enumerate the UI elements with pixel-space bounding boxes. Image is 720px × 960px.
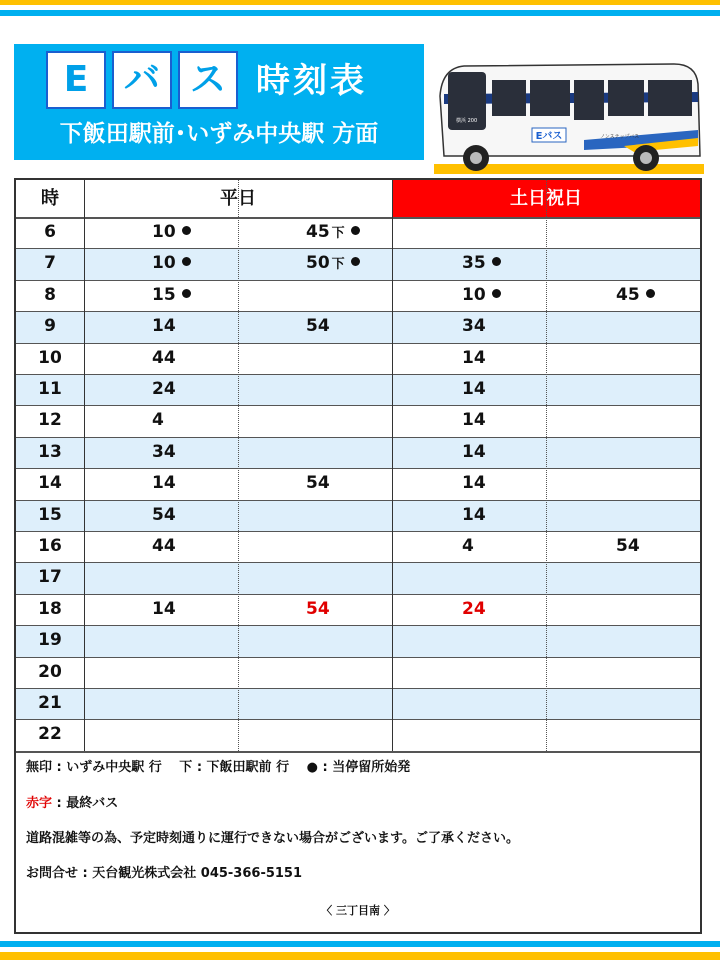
minute-value: 44 bbox=[152, 347, 176, 368]
bus-plate-text: 横浜 200 bbox=[456, 118, 478, 124]
minute-cell bbox=[152, 343, 176, 374]
minute-value: 10 bbox=[152, 222, 176, 242]
grid-line bbox=[392, 180, 393, 751]
brand-logo bbox=[46, 51, 238, 109]
minute-value: 14 bbox=[462, 441, 486, 462]
minute-value: 45 bbox=[616, 284, 640, 305]
hour-cell: 22 bbox=[38, 724, 62, 745]
minute-value: 14 bbox=[462, 379, 486, 399]
grid-line bbox=[16, 719, 700, 720]
header-weekday: 平日 bbox=[220, 188, 256, 209]
grid-line bbox=[16, 468, 700, 469]
hour-cell: 16 bbox=[38, 536, 62, 556]
table-row bbox=[16, 405, 700, 436]
note-contact: お問合せ : 天台観光株式会社 045-366-5151 bbox=[26, 866, 303, 881]
page-title: 時刻表 bbox=[256, 61, 367, 101]
grid-line bbox=[16, 562, 700, 563]
minute-cell bbox=[462, 405, 486, 436]
table-row bbox=[16, 343, 700, 374]
grid-line bbox=[16, 343, 700, 344]
table-row bbox=[16, 531, 700, 562]
grid-line bbox=[16, 500, 700, 501]
grid-line bbox=[16, 405, 700, 406]
route-mark: 下 bbox=[331, 226, 345, 241]
header-hour: 時 bbox=[41, 188, 59, 209]
hour-cell: 15 bbox=[38, 504, 62, 525]
last-bus-text: : 最終バス bbox=[52, 796, 119, 811]
origin-dot-icon bbox=[492, 289, 501, 298]
grid-line bbox=[16, 311, 700, 312]
bottom-stripe-blue bbox=[0, 941, 720, 947]
minute-value: 54 bbox=[306, 316, 330, 337]
minute-value: 10 bbox=[462, 284, 486, 305]
minute-cell bbox=[152, 437, 176, 468]
table-row bbox=[16, 311, 700, 342]
minute-value: 10 bbox=[152, 253, 176, 274]
minute-value: 14 bbox=[462, 347, 486, 368]
minute-value: 50 bbox=[306, 253, 330, 274]
hour-cell: 6 bbox=[44, 222, 56, 242]
hour-cell: 10 bbox=[38, 347, 62, 368]
minute-cell bbox=[616, 531, 640, 562]
bus-image bbox=[434, 54, 704, 176]
table-row bbox=[16, 657, 700, 688]
minute-value: 14 bbox=[462, 410, 486, 431]
minute-value: 4 bbox=[462, 536, 474, 556]
minute-cell bbox=[462, 311, 486, 342]
origin-dot-icon bbox=[182, 289, 191, 298]
minute-cell bbox=[152, 594, 176, 625]
note-disclaimer: 道路混雑等の為、予定時刻通りに運行できない場合がございます。ご了承ください。 bbox=[26, 831, 519, 846]
minute-value: 14 bbox=[152, 473, 176, 494]
hour-cell: 7 bbox=[44, 253, 56, 274]
grid-line bbox=[16, 437, 700, 438]
origin-dot-icon bbox=[351, 226, 360, 235]
hour-cell: 13 bbox=[38, 441, 62, 462]
grid-line bbox=[16, 625, 700, 626]
brand-char-su: ス bbox=[178, 51, 238, 109]
minute-cell bbox=[462, 374, 486, 405]
top-stripe-blue bbox=[0, 10, 720, 16]
header-holiday: 土日祝日 bbox=[392, 180, 700, 217]
timetable bbox=[14, 178, 702, 934]
minute-cell bbox=[462, 468, 486, 499]
minute-value: 54 bbox=[306, 598, 330, 619]
hour-cell: 21 bbox=[38, 693, 62, 713]
minute-cell bbox=[462, 437, 486, 468]
table-row bbox=[16, 217, 700, 248]
minute-cell bbox=[152, 248, 191, 279]
minute-cell bbox=[306, 217, 360, 248]
grid-line bbox=[16, 280, 700, 281]
minute-cell bbox=[462, 594, 486, 625]
minute-cell bbox=[616, 280, 655, 311]
table-row bbox=[16, 562, 700, 593]
table-row bbox=[16, 688, 700, 719]
minute-cell bbox=[462, 500, 486, 531]
origin-dot-icon bbox=[646, 289, 655, 298]
direction-title: 下飯田駅前･いずみ中央駅 方面 bbox=[59, 121, 379, 147]
minute-cell bbox=[152, 500, 176, 531]
minute-cell bbox=[462, 343, 486, 374]
bus-body-text: ノンステップバス bbox=[600, 134, 640, 140]
hour-cell: 18 bbox=[38, 598, 62, 619]
minute-value: 4 bbox=[152, 410, 164, 431]
minute-value: 24 bbox=[152, 379, 176, 399]
origin-dot-icon bbox=[492, 257, 501, 266]
minute-value: 44 bbox=[152, 536, 176, 556]
origin-dot-icon bbox=[182, 257, 191, 266]
minute-value: 15 bbox=[152, 284, 176, 305]
grid-line bbox=[16, 531, 700, 532]
grid-line bbox=[16, 657, 700, 658]
brand-char-e: E bbox=[46, 51, 106, 109]
table-row bbox=[16, 280, 700, 311]
hour-cell: 19 bbox=[38, 630, 62, 651]
minute-cell bbox=[462, 248, 501, 279]
minute-value: 14 bbox=[152, 316, 176, 337]
grid-line bbox=[84, 180, 85, 751]
minute-cell bbox=[152, 280, 191, 311]
minute-value: 54 bbox=[616, 536, 640, 556]
minute-cell bbox=[152, 311, 176, 342]
last-bus-key: 赤字 bbox=[26, 796, 53, 811]
hour-cell: 9 bbox=[44, 316, 56, 337]
minute-value: 14 bbox=[462, 473, 486, 494]
table-row bbox=[16, 500, 700, 531]
note-legend: 無印 : いずみ中央駅 行 下 : 下飯田駅前 行 ● : 当停留所始発 bbox=[26, 760, 411, 775]
minute-cell bbox=[152, 405, 164, 436]
grid-line bbox=[238, 180, 239, 751]
grid-line bbox=[16, 217, 700, 219]
note-last-bus bbox=[26, 795, 118, 813]
minute-cell bbox=[152, 374, 176, 405]
minute-value: 45 bbox=[306, 222, 330, 242]
minute-cell bbox=[306, 468, 330, 499]
brand-char-ba: バ bbox=[112, 51, 172, 109]
route-mark: 下 bbox=[331, 257, 345, 273]
minute-value: 34 bbox=[152, 441, 176, 462]
minute-value: 54 bbox=[306, 473, 330, 494]
minute-cell bbox=[152, 531, 176, 562]
minute-cell bbox=[306, 594, 330, 625]
stop-name: 〈 三丁目南 〉 bbox=[321, 904, 395, 917]
minute-value: 14 bbox=[152, 598, 176, 619]
hour-cell: 20 bbox=[38, 661, 62, 682]
minute-cell bbox=[462, 531, 474, 562]
table-row bbox=[16, 437, 700, 468]
bottom-stripe-yellow bbox=[0, 952, 720, 960]
minute-cell bbox=[306, 311, 330, 342]
grid-line bbox=[16, 248, 700, 249]
origin-dot-icon bbox=[351, 257, 360, 266]
minute-value: 14 bbox=[462, 504, 486, 525]
minute-value: 54 bbox=[152, 504, 176, 525]
minute-cell bbox=[462, 280, 501, 311]
table-row bbox=[16, 374, 700, 405]
bus-sign-text: Eバス bbox=[535, 131, 563, 142]
top-stripe-yellow bbox=[0, 0, 720, 5]
title-box bbox=[14, 44, 424, 160]
minute-cell bbox=[306, 248, 360, 279]
hour-cell: 14 bbox=[38, 473, 62, 494]
origin-dot-icon bbox=[182, 226, 191, 235]
grid-line bbox=[16, 688, 700, 689]
grid-line bbox=[546, 180, 547, 751]
hour-cell: 17 bbox=[38, 567, 62, 588]
hour-cell: 8 bbox=[44, 284, 56, 305]
notes-section bbox=[16, 745, 700, 932]
hour-cell: 12 bbox=[38, 410, 62, 431]
table-row bbox=[16, 594, 700, 625]
table-row bbox=[16, 468, 700, 499]
minute-value: 35 bbox=[462, 253, 486, 274]
grid-line bbox=[16, 594, 700, 595]
minute-value: 24 bbox=[462, 598, 486, 619]
minute-cell bbox=[152, 217, 191, 248]
hour-cell: 11 bbox=[38, 379, 62, 399]
table-row bbox=[16, 625, 700, 656]
minute-value: 34 bbox=[462, 316, 486, 337]
grid-line bbox=[16, 374, 700, 375]
minute-cell bbox=[152, 468, 176, 499]
table-row bbox=[16, 248, 700, 279]
